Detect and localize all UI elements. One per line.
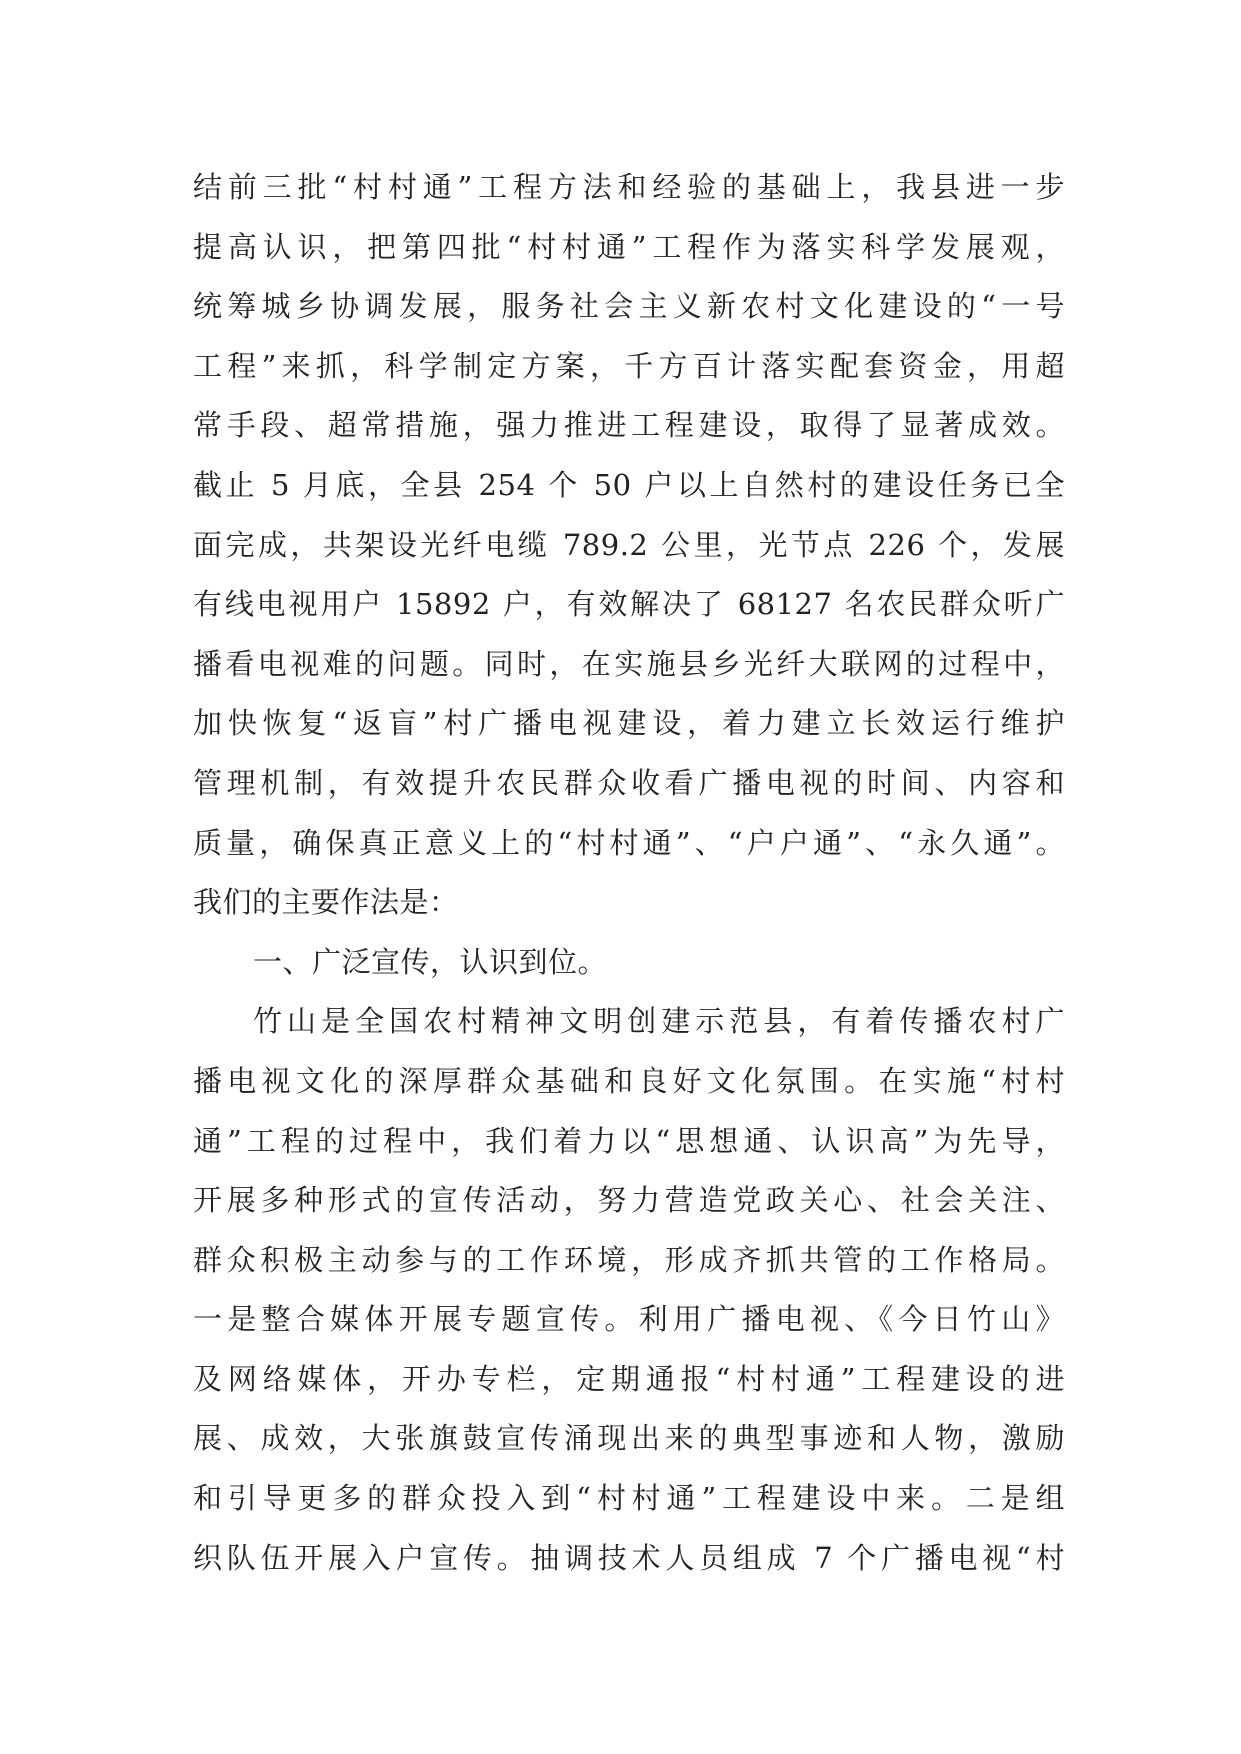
text-line: 质量，确保真正意义上的“村村通”、“户户通”、“永久通”。 [193,825,1065,860]
text-line: 开展多种形式的宣传活动，努力营造党政关心、社会关注、 [193,1183,1065,1218]
text-line: 统筹城乡协调发展，服务社会主义新农村文化建设的“一号 [193,289,1065,324]
text-line: 群众积极主动参与的工作环境，形成齐抓共管的工作格局。 [193,1242,1065,1277]
text-line: 有线电视用户 15892 户，有效解决了 68127 名农民群众听广 [193,587,1065,622]
text-line: 工程”来抓，科学制定方案，千方百计落实配套资金，用超 [193,348,1065,383]
text-line: 提高认识，把第四批“村村通”工程作为落实科学发展观， [193,229,1065,264]
text-line: 展、成效，大张旗鼓宣传涌现出来的典型事迹和人物，激励 [193,1421,1065,1456]
text-line: 竹山是全国农村精神文明创建示范县，有着传播农村广 [253,1004,1065,1039]
text-line: 播电视文化的深厚群众基础和良好文化氛围。在实施“村村 [193,1063,1065,1098]
text-line: 结前三批“村村通”工程方法和经验的基础上，我县进一步 [193,170,1065,204]
text-line: 一、广泛宣传，认识到位。 [253,944,608,979]
text-line: 管理机制，有效提升农民群众收看广播电视的时间、内容和 [193,765,1065,800]
text-line: 和引导更多的群众投入到“村村通”工程建设中来。二是组 [193,1481,1065,1516]
text-line: 织队伍开展入户宣传。抽调技术人员组成 7 个广播电视“村 [193,1540,1065,1575]
text-line: 加快恢复“返盲”村广播电视建设，着力建立长效运行维护 [193,706,1065,741]
text-line: 一是整合媒体开展专题宣传。利用广播电视、《今日竹山》 [193,1302,1065,1337]
text-line: 及网络媒体，开办专栏，定期通报“村村通”工程建设的进 [193,1361,1065,1396]
text-line: 通”工程的过程中，我们着力以“思想通、认识高”为先导， [193,1123,1065,1158]
body-text [193,158,1065,1588]
text-line: 面完成，共架设光纤电缆 789.2 公里，光节点 226 个，发展 [193,527,1065,562]
text-line: 截止 5 月底，全县 254 个 50 户以上自然村的建设任务已全 [193,467,1065,502]
text-line: 我们的主要作法是： [193,885,459,920]
text-line: 常手段、超常措施，强力推进工程建设，取得了显著成效。 [193,408,1065,443]
text-line: 播看电视难的问题。同时，在实施县乡光纤大联网的过程中， [193,646,1065,681]
